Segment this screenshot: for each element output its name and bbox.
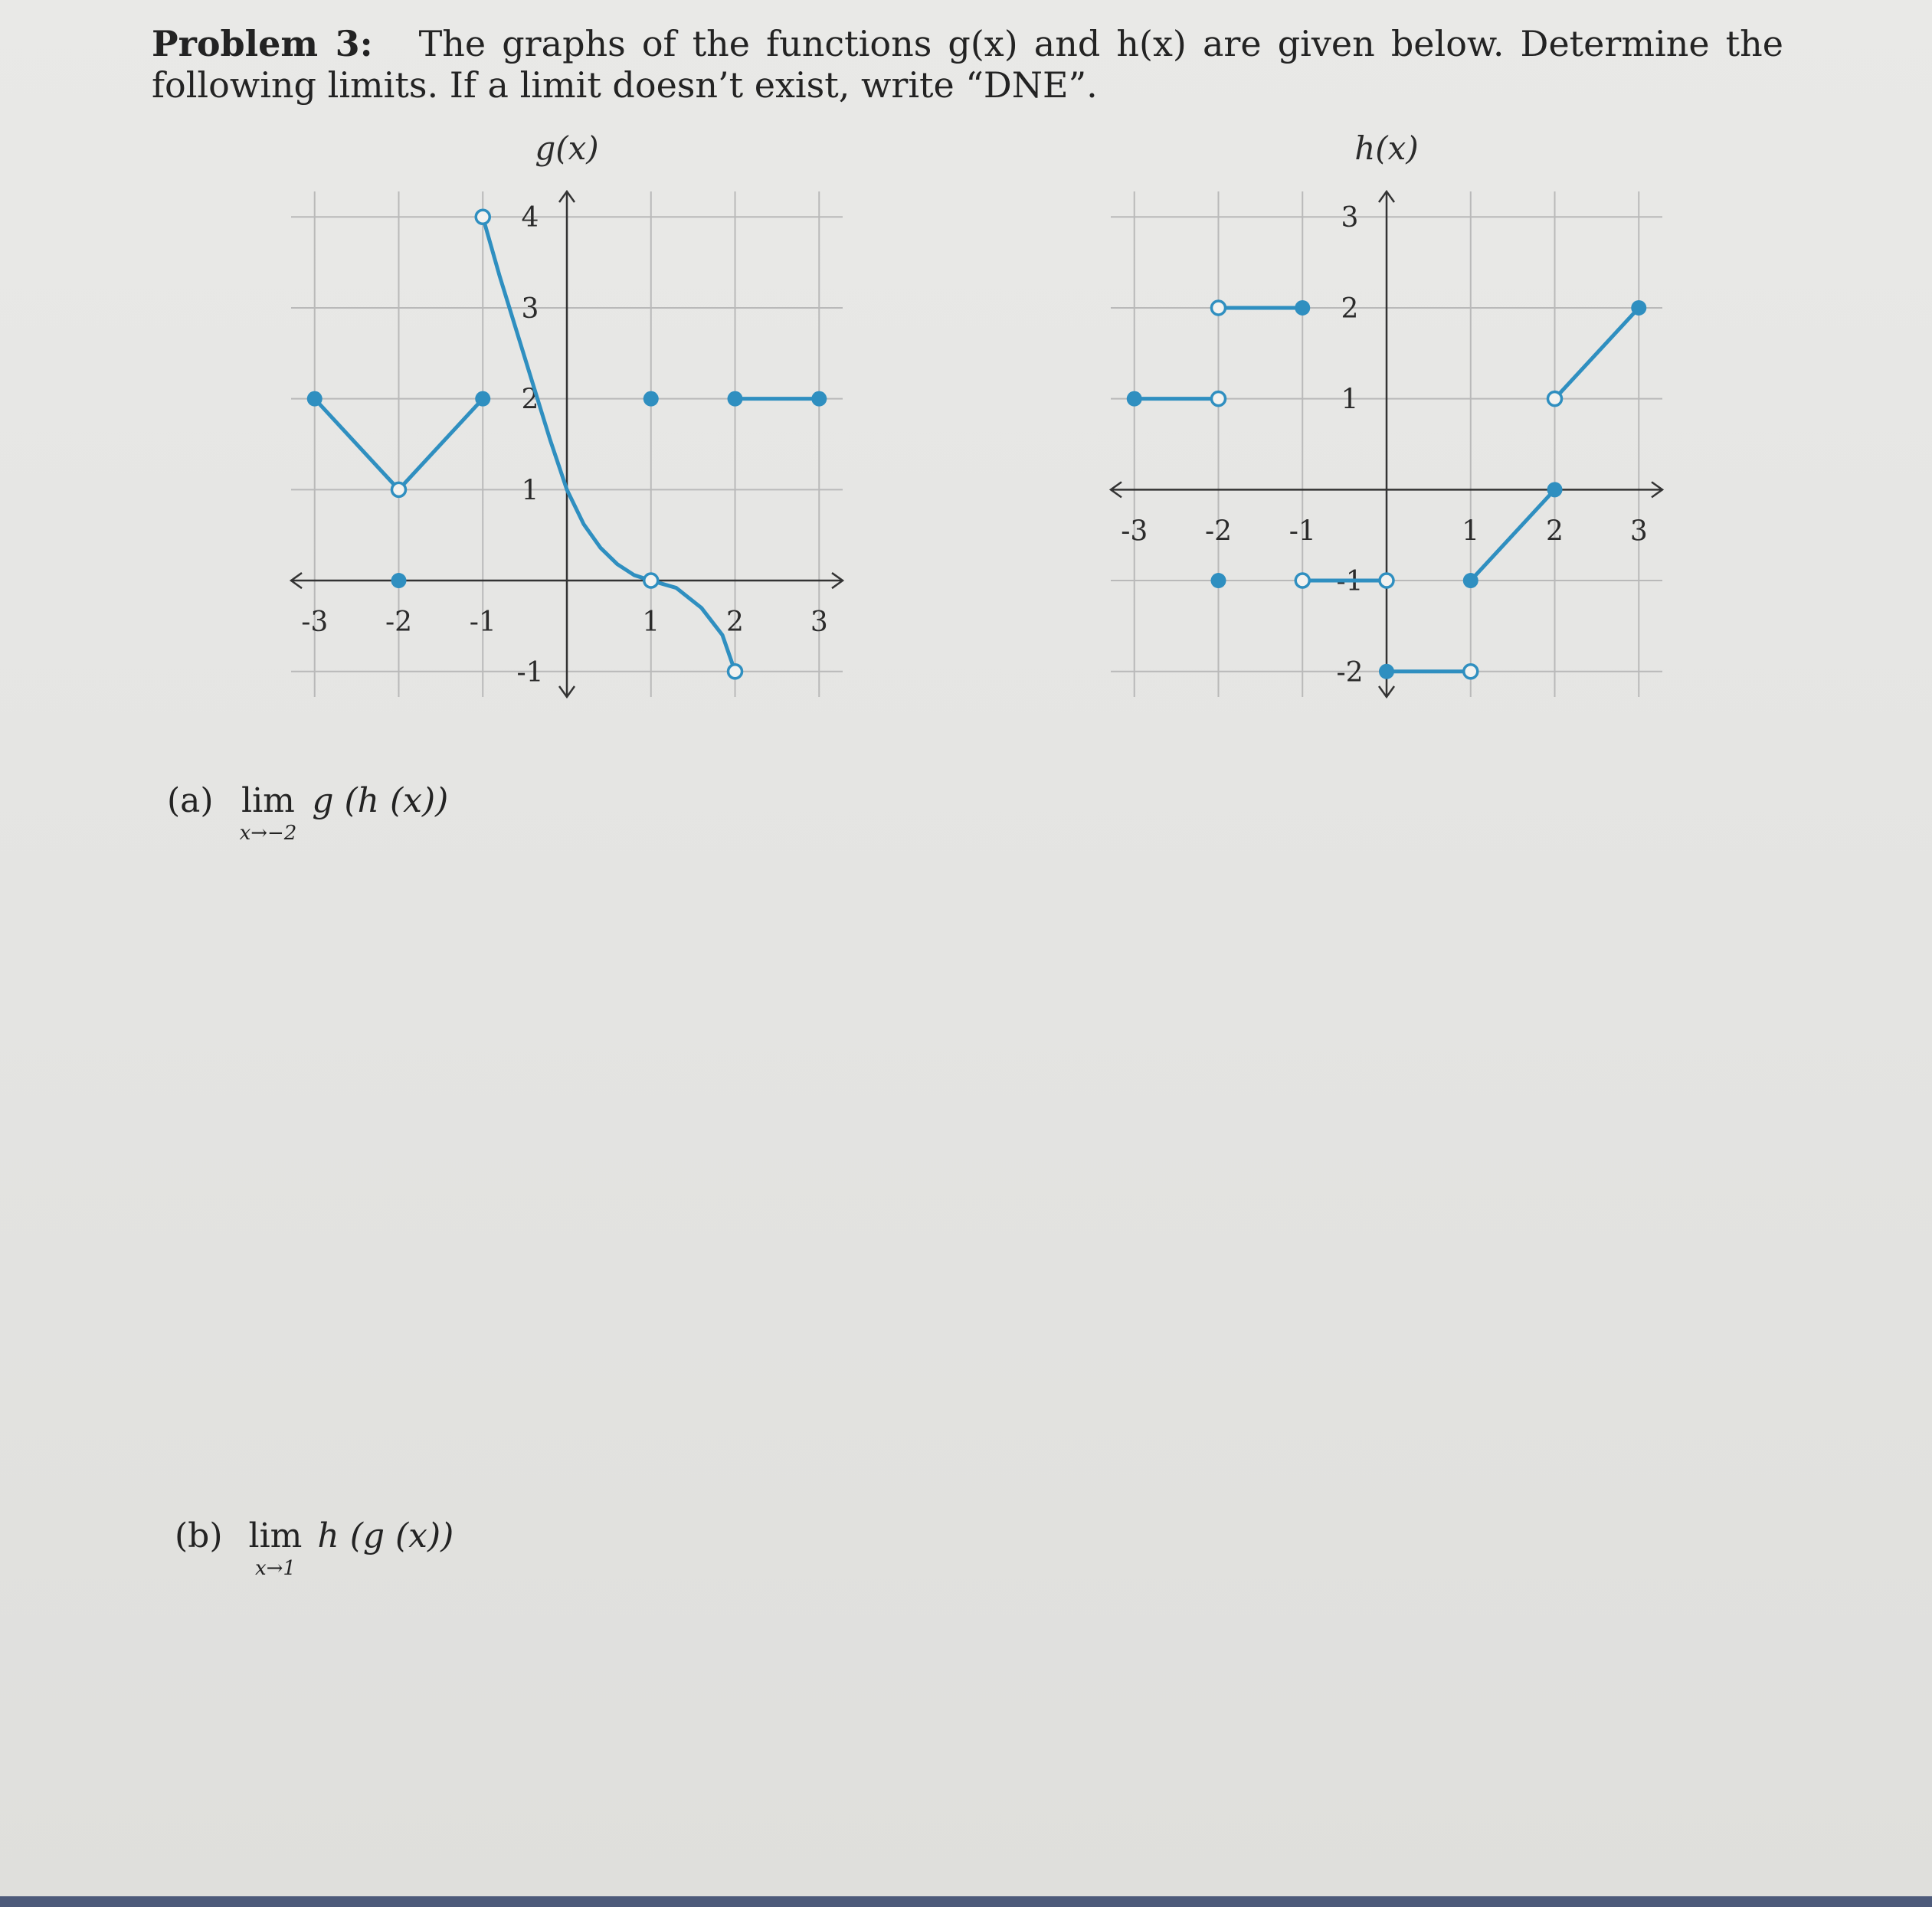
question-b-lim-sub: x→1: [254, 1557, 296, 1580]
g-open-point: [391, 482, 405, 496]
g-closed-point: [307, 391, 323, 407]
h-closed-point: [1631, 300, 1646, 316]
h-x-tick-label: 1: [1462, 515, 1480, 548]
g-closed-point: [728, 391, 743, 407]
h-x-tick-label: -2: [1204, 515, 1233, 548]
h-y-tick-label: 3: [1341, 202, 1359, 234]
g-closed-point: [643, 391, 659, 407]
g-y-tick-label: -1: [516, 656, 544, 689]
question-b-expression: h (g (x)): [317, 1516, 454, 1555]
desk-edge: [0, 1896, 1932, 1907]
g-y-tick-label: 4: [521, 202, 539, 234]
question-b-limit: [249, 1516, 303, 1580]
h-closed-point: [1295, 300, 1310, 316]
h-open-point: [1464, 665, 1478, 679]
problem-statement: [152, 23, 1783, 106]
h-x-tick-label: -3: [1121, 515, 1148, 548]
h-closed-point: [1379, 664, 1394, 679]
h-open-point: [1211, 301, 1225, 315]
h-closed-point: [1127, 391, 1142, 407]
g-curve-segment: [315, 399, 399, 490]
g-open-point: [476, 210, 490, 224]
question-a-limit: [240, 781, 297, 845]
g-open-point: [729, 665, 742, 679]
question-a-lim-sub: x→−2: [239, 822, 297, 845]
h-closed-point: [1463, 573, 1478, 588]
h-x-tick-label: 3: [1629, 515, 1648, 548]
g-y-tick-label: 2: [521, 384, 539, 416]
g-x-tick-label: 1: [642, 607, 660, 639]
h-chart-svg: [1065, 129, 1693, 728]
h-open-point: [1211, 392, 1225, 406]
question-a-label: (a): [167, 781, 214, 820]
g-x-tick-label: -2: [385, 607, 413, 639]
g-open-point: [644, 574, 658, 587]
question-b-lim-word: lim: [248, 1516, 303, 1555]
g-x-tick-label: 3: [810, 607, 828, 639]
h-y-tick-label: 2: [1341, 293, 1359, 325]
h-graph: [1065, 129, 1693, 728]
g-curve-segment: [651, 581, 735, 672]
h-chart-title: h(x): [1354, 129, 1419, 167]
h-x-tick-label: -1: [1289, 515, 1316, 548]
h-y-tick-label: 1: [1341, 384, 1359, 416]
h-curve-segment: [1471, 489, 1555, 581]
question-a: [167, 781, 448, 845]
problem-text: The graphs of the functions g(x) and h(x) are given below. Determine the following limits. If a limit doesn’t exist, write “DNE”.: [152, 23, 1783, 106]
g-chart-title: g(x): [535, 129, 599, 167]
h-open-point: [1548, 392, 1562, 406]
g-x-tick-label: 2: [726, 607, 744, 639]
question-a-lim-word: lim: [241, 781, 295, 820]
g-x-tick-label: -3: [301, 607, 329, 639]
g-y-tick-label: 3: [521, 293, 539, 325]
problem-heading: Problem 3:: [152, 23, 373, 64]
g-graph: [245, 129, 873, 728]
g-closed-point: [811, 391, 827, 407]
g-y-tick-label: 1: [521, 475, 539, 507]
g-closed-point: [391, 573, 406, 588]
question-b-label: (b): [175, 1516, 223, 1555]
question-a-expression: g (h (x)): [312, 781, 449, 820]
h-y-tick-label: -1: [1336, 566, 1364, 598]
h-curve-segment: [1555, 308, 1639, 399]
h-open-point: [1295, 574, 1309, 587]
g-closed-point: [475, 391, 490, 407]
h-x-tick-label: 2: [1546, 515, 1564, 548]
g-chart-svg: [245, 129, 873, 728]
question-b: [175, 1516, 454, 1580]
h-closed-point: [1547, 482, 1563, 497]
h-closed-point: [1210, 573, 1226, 588]
h-y-tick-label: -2: [1336, 656, 1364, 689]
h-open-point: [1380, 574, 1393, 587]
g-x-tick-label: -1: [469, 607, 496, 639]
g-curve-segment: [398, 399, 483, 490]
